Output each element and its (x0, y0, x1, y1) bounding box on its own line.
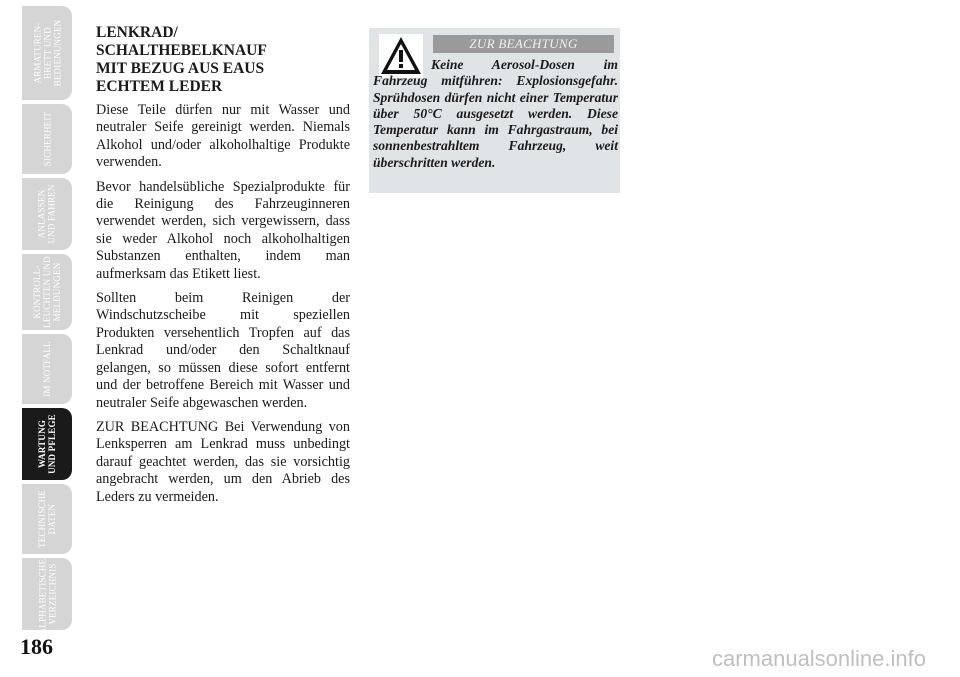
watermark: carmanualsonline.info (711, 646, 926, 671)
paragraph: Sollten beim Reinigen der Windschutzscheibe mit speziellen Produkten versehentlich Tropfen auf das Lenkrad und/oder den Schaltknauf gelangen, so müssen diese sofort entfernt und der betroffene Bereich mit Wasser und neutraler Seife abgewaschen werden. (96, 290, 350, 411)
tab-alphabetisches-verzeichnis[interactable] (22, 553, 72, 635)
page-number: 186 (20, 634, 53, 659)
tab-wartung-und-pflege[interactable] (22, 408, 72, 480)
warning-text: Keine Aerosol-Dosen im Fahrzeug mitführen: Explosionsgefahr. Sprühdosen dürfen nicht einer Temperatur über 50°C ausgesetzt werden. Diese Temperatur kann im Fahrgastraum, bei sonnenbestrahltem Fahrzeug, weit überschritten werden. (373, 57, 618, 170)
tab-label: ARMATUREN- BRETT UND BEDIENUNGEN (32, 19, 63, 87)
tab-anlassen[interactable] (22, 178, 72, 250)
tab-label: TECHNISCHE DATEN (37, 490, 57, 548)
tab-im-notfall[interactable] (22, 334, 72, 404)
tab-label: WARTUNG UND PFLEGE (37, 414, 58, 474)
tab-label: SICHERHEIT (42, 111, 52, 167)
tab-kontrollleuchten[interactable] (22, 254, 72, 330)
warning-box (369, 28, 620, 193)
section-heading: LENKRAD/ SCHALTHEBELKNAUF MIT BEZUG AUS EAUS ECHTEM LEDER (96, 24, 267, 95)
main-column (96, 24, 350, 513)
tab-label: KONTROLL- LEUCHTEN UND MELDUNGEN (32, 256, 63, 328)
tab-label: ALPHABETISCHES VERZEICHNIS (37, 553, 57, 635)
paragraph: Diese Teile dürfen nur mit Wasser und neutraler Seife gereinigt werden. Niemals Alkohol und/oder alkoholhaltige Produkte verwenden. (96, 102, 350, 171)
tab-label: ANLASSEN UND FAHREN (37, 184, 57, 244)
tab-sicherheit[interactable] (22, 104, 72, 174)
tab-technische-daten[interactable] (22, 484, 72, 554)
paragraph: Bevor handelsübliche Spezialprodukte für die Reinigung des Fahrzeuginneren verwendet werden, sich vergewissern, dass sie weder Alkohol noch alkoholhaltigen Substanzen enthalten, indem man aufmerksam das Etikett liest. (96, 178, 350, 282)
tab-armaturenbrett[interactable] (22, 6, 72, 100)
paragraph: ZUR BEACHTUNG Bei Verwendung von Lenksperren am Lenkrad muss unbedingt darauf geachtet werden, das sie vorsichtig angebracht werden, um den Abrieb des Leders zu vermeiden. (96, 418, 350, 505)
warning-label: ZUR BEACHTUNG (433, 35, 614, 53)
chapter-tabs (0, 0, 74, 640)
tab-label: IM NOTFALL (42, 341, 53, 397)
